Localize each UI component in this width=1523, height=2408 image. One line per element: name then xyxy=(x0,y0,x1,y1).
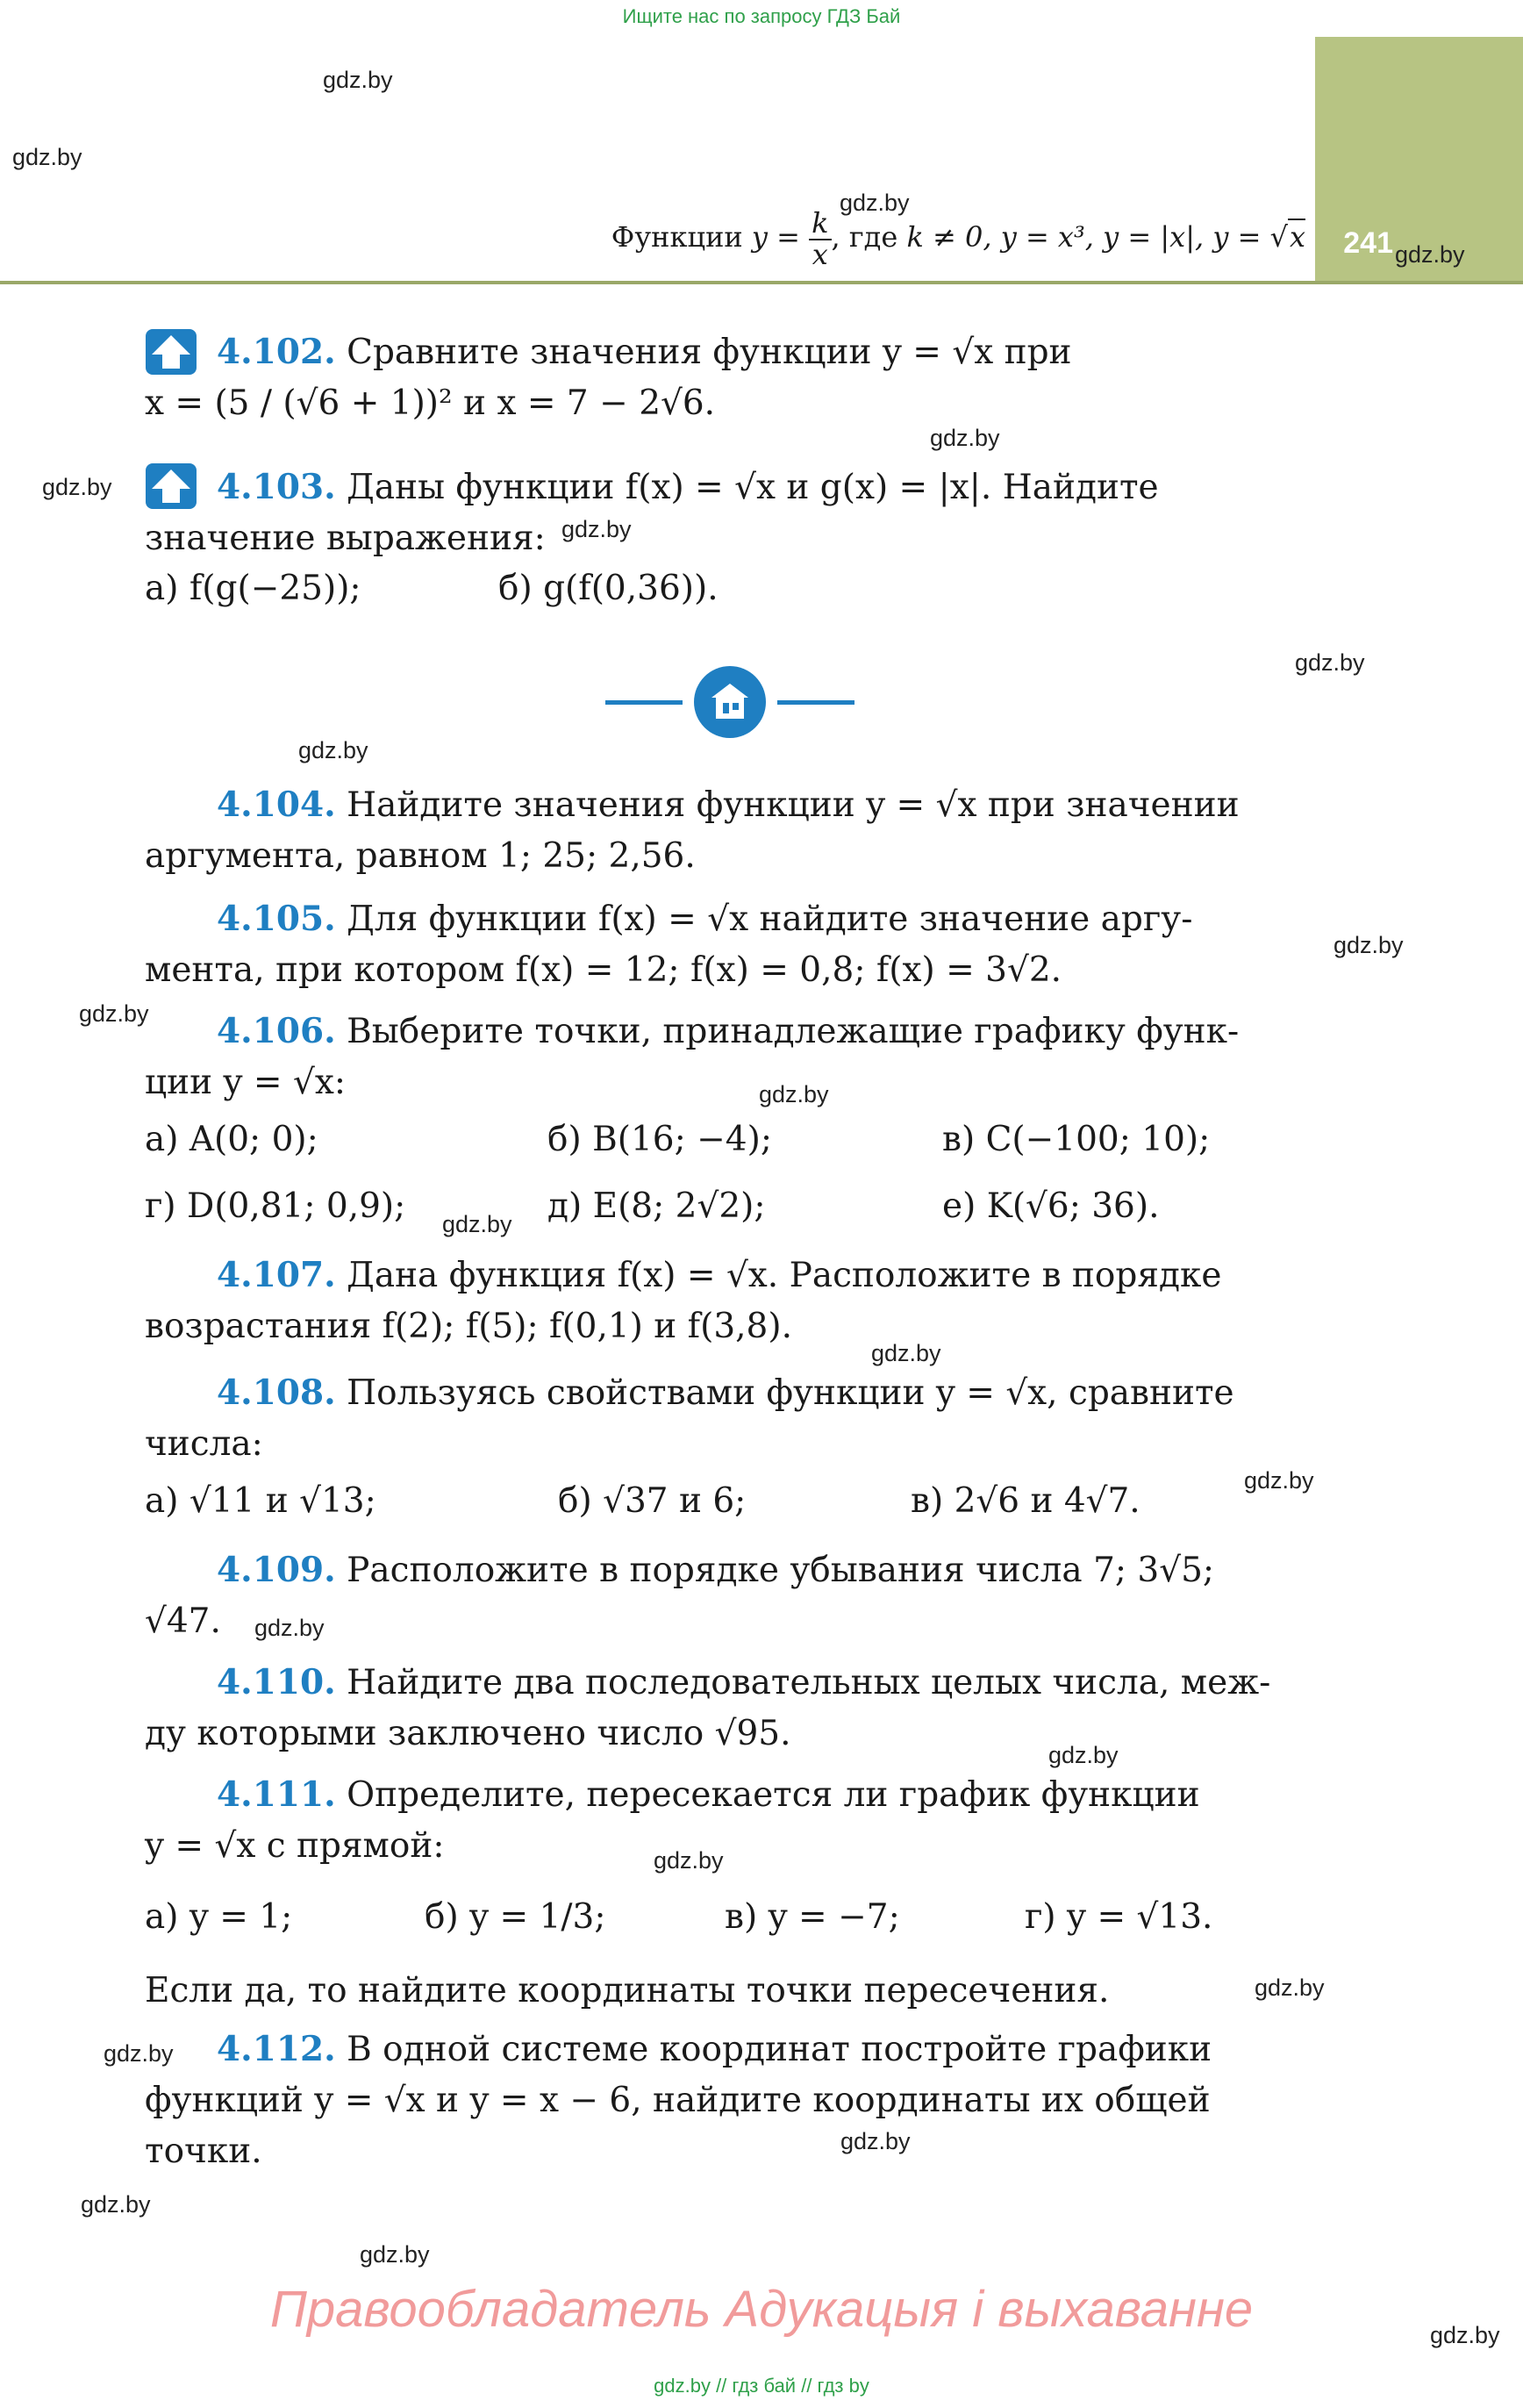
option: е) K(√6; 36). xyxy=(942,1186,1160,1226)
problem-text: возрастания f(2); f(5); f(0,1) и f(3,8). xyxy=(145,1307,792,1346)
problem-text: функций y = √x и y = x − 6, найдите координаты их общей xyxy=(145,2081,1211,2120)
problem-text: значение выражения: xyxy=(145,519,546,558)
option: а) y = 1; xyxy=(145,1897,293,1937)
problem-text: Сравните значения функции y = √x при xyxy=(347,333,1072,372)
watermark: gdz.by xyxy=(1244,1467,1314,1494)
problem-number: 4.107. xyxy=(217,1255,336,1295)
option: в) C(−100; 10); xyxy=(942,1120,1211,1159)
header-sqrt: y = √ xyxy=(1212,220,1288,254)
problem-4-103 xyxy=(145,462,1316,564)
option: а) √11 и √13; xyxy=(145,1481,376,1521)
problem-number: 4.112. xyxy=(217,2029,336,2069)
watermark: gdz.by xyxy=(930,425,1000,451)
watermark: gdz.by xyxy=(442,1211,512,1237)
option: а) A(0; 0); xyxy=(145,1120,318,1159)
option: б) g(f(0,36)). xyxy=(498,569,719,608)
problem-text: Найдите два последовательных целых числа, меж- xyxy=(347,1663,1271,1702)
problem-text: y = √x с прямой: xyxy=(145,1826,445,1866)
header-cond: k ≠ 0, xyxy=(906,220,992,254)
problem-text: Найдите значения функции y = √x при значении xyxy=(347,785,1240,825)
problem-number: 4.108. xyxy=(217,1372,336,1413)
option: в) y = −7; xyxy=(725,1897,900,1937)
watermark: gdz.by xyxy=(42,474,112,500)
header-abs: y = |x|, xyxy=(1103,220,1205,254)
watermark: gdz.by xyxy=(81,2191,151,2218)
problem-4-102 xyxy=(145,326,1316,429)
problem-text: Даны функции f(x) = √x и g(x) = |x|. Найдите xyxy=(347,468,1159,507)
divider-left xyxy=(605,700,683,705)
problem-number: 4.111. xyxy=(217,1774,336,1815)
running-header: Функции y = $\frac{k}{x}$ , где k ≠ 0, y = x³, y = |x|, y = √x xyxy=(611,206,1305,271)
problem-4-104 xyxy=(145,779,1316,882)
watermark: gdz.by xyxy=(654,1847,724,1874)
problem-number: 4.104. xyxy=(217,785,336,825)
problem-text: Определите, пересекается ли график функции xyxy=(347,1775,1200,1815)
watermark: gdz.by xyxy=(79,1000,149,1027)
home-icon xyxy=(694,666,766,738)
problem-text: числа: xyxy=(145,1424,263,1464)
problem-number: 4.102. xyxy=(217,332,336,372)
header-sqrt-arg: x xyxy=(1289,220,1305,254)
bottom-links[interactable]: gdz.by // гдз бай // гдз by xyxy=(654,2375,869,2397)
top-link[interactable]: Ищите нас по запросу ГДЗ Бай xyxy=(622,5,901,27)
watermark: gdz.by xyxy=(1295,649,1365,676)
header-rule xyxy=(0,281,1523,284)
option: а) f(g(−25)); xyxy=(145,569,361,608)
problem-4-110 xyxy=(145,1657,1316,1759)
watermark: gdz.by xyxy=(1395,241,1465,268)
watermark: gdz.by xyxy=(840,190,910,216)
problem-text: ду которыми заключено число √95. xyxy=(145,1714,791,1753)
divider-right xyxy=(777,700,854,705)
problem-text: √47. xyxy=(145,1602,221,1641)
problem-4-106 xyxy=(145,1006,1316,1108)
watermark: gdz.by xyxy=(1255,1974,1325,2001)
problem-number: 4.103. xyxy=(217,467,336,507)
option: в) 2√6 и 4√7. xyxy=(911,1481,1140,1521)
header-frac-den: x xyxy=(812,237,828,271)
problem-number: 4.105. xyxy=(217,899,336,939)
watermark: gdz.by xyxy=(871,1340,941,1366)
option: б) √37 и 6; xyxy=(558,1481,747,1521)
problem-text: Расположите в порядке убывания числа 7; 3√5; xyxy=(347,1551,1215,1590)
header-cube: y = x³, xyxy=(1000,220,1094,254)
watermark: gdz.by xyxy=(1430,2322,1500,2348)
problem-text: x = (5 / (√6 + 1))² и x = 7 − 2√6. xyxy=(145,383,716,423)
problem-text: Если да, то найдите координаты точки пересечения. xyxy=(145,1971,1110,2010)
problem-text: Дана функция f(x) = √x. Расположите в порядке xyxy=(347,1256,1222,1295)
watermark: gdz.by xyxy=(254,1615,325,1641)
watermark: gdz.by xyxy=(323,67,393,93)
watermark: gdz.by xyxy=(561,516,632,542)
problem-number: 4.106. xyxy=(217,1011,336,1051)
watermark: gdz.by xyxy=(360,2241,430,2268)
problem-text: аргумента, равном 1; 25; 2,56. xyxy=(145,836,696,876)
watermark: gdz.by xyxy=(840,2128,911,2154)
watermark: gdz.by xyxy=(104,2040,174,2067)
problem-text: ции y = √x: xyxy=(145,1063,346,1102)
option: б) y = 1/3; xyxy=(425,1897,606,1937)
copyright-footer: Правообладатель Адукацыя і выхаванне xyxy=(269,2281,1254,2338)
problem-4-111 xyxy=(145,1769,1316,1872)
problem-4-109 xyxy=(145,1544,1316,1647)
header-word: Функции xyxy=(611,220,743,254)
watermark: gdz.by xyxy=(759,1081,829,1107)
problem-4-105 xyxy=(145,893,1316,996)
header-frac-num: k xyxy=(809,209,831,240)
watermark: gdz.by xyxy=(1048,1742,1119,1768)
header-where: где xyxy=(848,220,898,254)
page-number: 241 xyxy=(1343,226,1393,260)
problem-4-108 xyxy=(145,1367,1316,1470)
option: г) D(0,81; 0,9); xyxy=(145,1186,406,1226)
header-fraction xyxy=(809,206,831,271)
problem-text: мента, при котором f(x) = 12; f(x) = 0,8; f(x) = 3√2. xyxy=(145,950,1062,990)
problem-4-112 xyxy=(145,2024,1316,2177)
problem-number: 4.109. xyxy=(217,1550,336,1590)
option: г) y = √13. xyxy=(1025,1897,1213,1937)
option: д) E(8; 2√2); xyxy=(547,1186,766,1226)
problem-text: Выберите точки, принадлежащие графику функ- xyxy=(347,1012,1240,1051)
problem-4-107 xyxy=(145,1250,1316,1352)
watermark: gdz.by xyxy=(298,737,368,763)
watermark: gdz.by xyxy=(1334,932,1404,958)
problem-text: Для функции f(x) = √x найдите значение аргу- xyxy=(347,899,1193,939)
watermark: gdz.by xyxy=(12,144,82,170)
problem-text: Пользуясь свойствами функции y = √x, сравните xyxy=(347,1373,1234,1413)
option: б) B(16; −4); xyxy=(547,1120,772,1159)
problem-number: 4.110. xyxy=(217,1662,336,1702)
problem-text: В одной системе координат постройте графики xyxy=(347,2030,1212,2069)
problem-text: точки. xyxy=(145,2132,262,2171)
